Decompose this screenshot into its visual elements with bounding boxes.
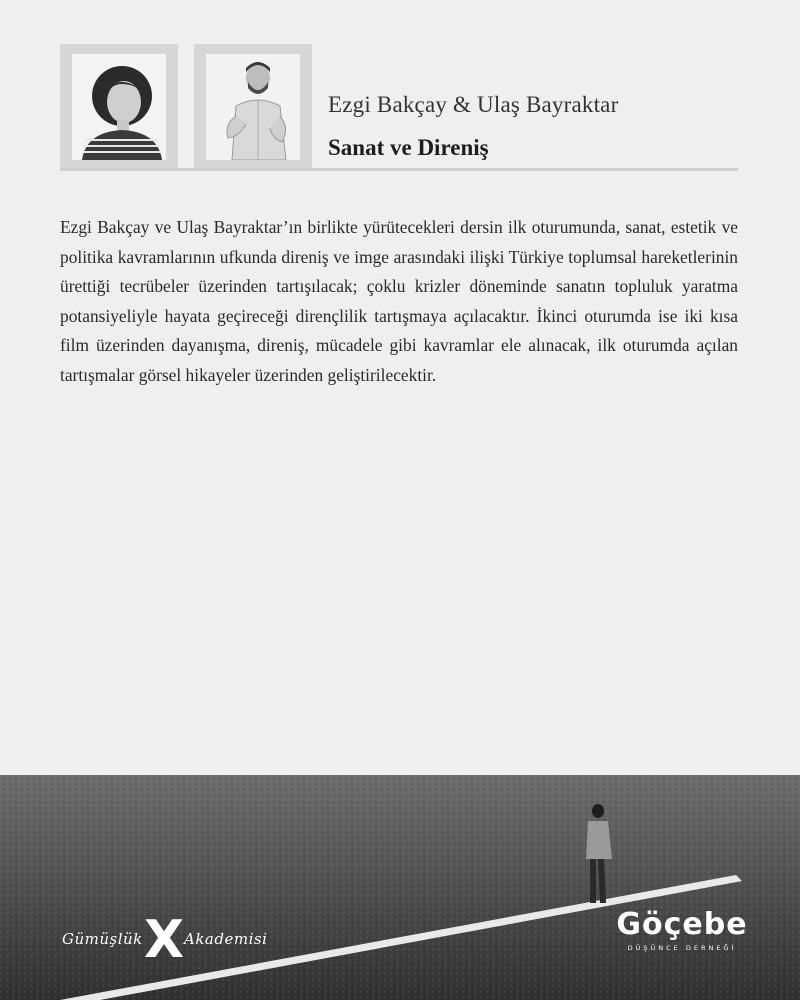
logo-left-text-2: Akademisi: [184, 930, 268, 948]
portrait-ulas-bayraktar: [194, 44, 312, 168]
gumusluk-akademisi-logo: [60, 910, 280, 970]
portrait-ezgi-bakcay: [60, 44, 178, 168]
logo-left-x-mark: X: [144, 910, 185, 970]
gocebe-logo: [616, 908, 748, 960]
header-divider: [60, 168, 738, 171]
logo-right-brand: Göçebe: [616, 907, 748, 942]
logo-left-text-1: Gümüşlük: [62, 930, 143, 948]
portrait-photo-1: [72, 54, 166, 160]
course-description: Ezgi Bakçay ve Ulaş Bayraktar’ın birlikte yürütecekleri dersin ilk oturumunda, sanat, estetik ve politika kavramlarının ufkunda direniş ve imge arasındaki ilişki Türkiye toplumsal hareketlerinin ürettiği tecrübeler üzerinden tartışılacak; çoklu krizler döneminde sanatın topluluk yaratma potansiyeliyle hayata geçireceği dirençlilik tartışmaya açılacaktır. İkinci oturumda ise iki kısa film üzerinden dayanışma, direniş, mücadele gibi kavramlar ele alınacak, ilk oturumda açılan tartışmalar görsel hikayeler üzerinden geliştirilecektir.: [60, 217, 738, 385]
portrait-photo-2: [206, 54, 300, 160]
speaker-names: Ezgi Bakçay & Ulaş Bayraktar: [328, 92, 619, 117]
field-photo: [0, 775, 800, 1000]
logo-right-tagline: DÜŞÜNCE DERNEĞİ: [627, 944, 737, 952]
footer-photo: [0, 775, 800, 1000]
course-title: Sanat ve Direniş: [328, 135, 489, 160]
